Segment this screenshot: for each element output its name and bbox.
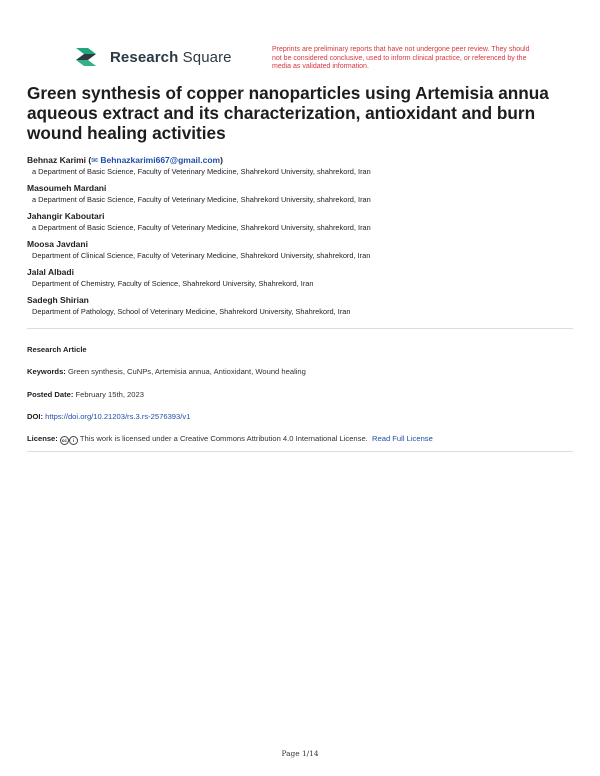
- section-divider: [27, 451, 573, 452]
- posted-date-row: [27, 390, 575, 400]
- license-text: This work is licensed under a Creative Commons Attribution 4.0 International License.: [79, 434, 368, 443]
- author-name: Behnaz Karimi (✉ Behnazkarimi667@gmail.com): [27, 155, 223, 165]
- author-entry: [27, 239, 575, 267]
- author-email-link[interactable]: Behnazkarimi667@gmail.com: [100, 155, 221, 165]
- preprint-disclaimer: Preprints are preliminary reports that have not undergone peer review. They should not be considered conclusive, used to inform clinical practice, or referenced by the media as validated information.: [272, 46, 530, 71]
- author-entry: [27, 183, 575, 211]
- author-affiliation: Department of Chemistry, Faculty of Science, Shahrekord University, Shahrekord, Iran: [32, 279, 314, 288]
- author-name: Jalal Albadi: [27, 267, 74, 277]
- author-affiliation: a Department of Basic Science, Faculty of Veterinary Medicine, Shahrekord University, shahrekord, Iran: [32, 223, 371, 232]
- author-entry: [27, 211, 575, 239]
- author-name: Moosa Javdani: [27, 239, 88, 249]
- posted-date-value: February 15th, 2023: [75, 390, 144, 399]
- keywords-row: [27, 367, 575, 377]
- research-square-logo-icon: [74, 46, 104, 68]
- keywords-label: Keywords:: [27, 367, 66, 376]
- article-type: Research Article: [27, 345, 87, 354]
- doi-row: [27, 412, 575, 422]
- license-row: [27, 434, 575, 445]
- email-icon: ✉: [91, 156, 98, 165]
- author-list: [27, 155, 575, 323]
- page-number: Page 1/14: [281, 749, 319, 758]
- author-entry: [27, 295, 575, 323]
- doi-link[interactable]: https://doi.org/10.21203/rs.3.rs-2576393/v1: [45, 412, 191, 421]
- read-full-license-link[interactable]: Read Full License: [372, 434, 433, 443]
- posted-date-label: Posted Date:: [27, 390, 74, 399]
- author-affiliation: a Department of Basic Science, Faculty of Veterinary Medicine, Shahrekord University, shahrekord, Iran: [32, 167, 371, 176]
- author-name: Jahangir Kaboutari: [27, 211, 105, 221]
- author-affiliation: a Department of Basic Science, Faculty of Veterinary Medicine, Shahrekord University, shahrekord, Iran: [32, 195, 371, 204]
- logo-text: Research Square: [110, 48, 232, 66]
- paper-title: Green synthesis of copper nanoparticles using Artemisia annua aqueous extract and its characterization, antioxidant and burn wound healing activities: [27, 83, 549, 143]
- section-divider: [27, 328, 573, 329]
- author-entry: [27, 155, 575, 183]
- license-label: License:: [27, 434, 58, 443]
- author-name: Masoumeh Mardani: [27, 183, 107, 193]
- research-square-logo[interactable]: [74, 46, 232, 68]
- author-affiliation: Department of Clinical Science, Faculty of Veterinary Medicine, Shahrekord University, shahrekord, Iran: [32, 251, 371, 260]
- attribution-icon: i: [69, 436, 78, 445]
- author-affiliation: Department of Pathology, School of Veterinary Medicine, Shahrekord University, Shahrekord, Iran: [32, 307, 351, 316]
- author-entry: [27, 267, 575, 295]
- keywords-value: Green synthesis, CuNPs, Artemisia annua, Antioxidant, Wound healing: [67, 367, 306, 376]
- doi-label: DOI:: [27, 412, 44, 421]
- creative-commons-icon: cc: [61, 438, 67, 443]
- author-name: Sadegh Shirian: [27, 295, 89, 305]
